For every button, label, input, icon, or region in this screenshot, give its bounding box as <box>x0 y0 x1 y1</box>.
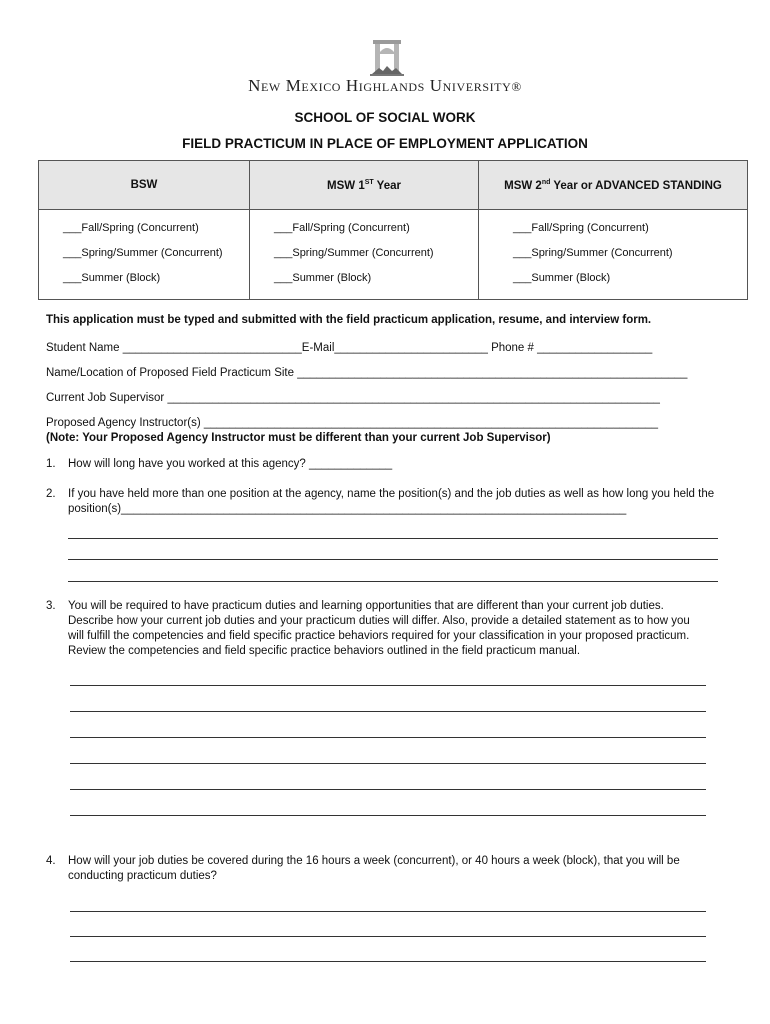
question-4 <box>46 854 726 884</box>
msw-second-year-options <box>479 210 748 300</box>
question-text[interactable]: If you have held more than one position at the agency, name the position(s) and the job duties as well as how long you held the position(s)_______________________________________________________________________________ <box>68 488 715 515</box>
answer-line[interactable] <box>70 711 706 712</box>
option-summer-block[interactable]: ___Summer (Block) <box>513 272 611 284</box>
job-supervisor-line[interactable]: Current Job Supervisor _____________________________________________________________________________ <box>46 392 660 404</box>
question-3 <box>46 599 726 659</box>
submission-instructions: This application must be typed and submitted with the field practicum application, resume, and interview form. <box>46 314 652 326</box>
answer-line[interactable] <box>70 961 706 962</box>
form-title: FIELD PRACTICUM IN PLACE OF EMPLOYMENT APPLICATION <box>182 136 588 151</box>
answer-line[interactable] <box>70 737 706 738</box>
question-number: 4. <box>46 855 56 867</box>
column-header-msw-first-year: MSW 1ST Year <box>250 161 479 210</box>
answer-line[interactable] <box>70 685 706 686</box>
column-header-msw-second-year: MSW 2nd Year or ADVANCED STANDING <box>479 161 748 210</box>
university-name: New Mexico Highlands University® <box>248 76 522 95</box>
student-info-line[interactable]: Student Name ____________________________E-Mail________________________ Phone # __________________ <box>46 342 653 354</box>
program-selection-table <box>38 160 748 300</box>
bsw-options <box>39 210 250 300</box>
option-summer-block[interactable]: ___Summer (Block) <box>274 272 372 284</box>
column-header-bsw: BSW <box>39 161 250 210</box>
bell-tower-icon <box>370 40 404 78</box>
question-text: You will be required to have practicum duties and learning opportunities that are different than your current job duties. Describe how your current job duties and your practicum duties will differ. Also, provide a detailed statement as to how you will fulfill the competencies and field specific practice behaviors required for your classification in your proposed practicum. Review the competencies and field specific practice behaviors outlined in the field practicum manual. <box>68 600 690 657</box>
school-heading: SCHOOL OF SOCIAL WORK <box>294 110 476 125</box>
question-text[interactable]: How will long have you worked at this agency? _____________ <box>68 458 393 470</box>
option-fall-spring[interactable]: ___Fall/Spring (Concurrent) <box>513 222 649 234</box>
answer-line[interactable] <box>68 538 718 539</box>
question-number: 1. <box>46 458 56 470</box>
practicum-site-line[interactable]: Name/Location of Proposed Field Practicum Site _____________________________________________________________ <box>46 367 688 379</box>
answer-line[interactable] <box>68 559 718 560</box>
answer-line[interactable] <box>68 581 718 582</box>
answer-line[interactable] <box>70 911 706 912</box>
question-1 <box>46 457 726 472</box>
question-number: 2. <box>46 488 56 500</box>
instructor-note: (Note: Your Proposed Agency Instructor must be different than your current Job Supervisor) <box>46 432 551 444</box>
option-spring-summer[interactable]: ___Spring/Summer (Concurrent) <box>513 247 673 259</box>
option-spring-summer[interactable]: ___Spring/Summer (Concurrent) <box>63 247 223 259</box>
option-fall-spring[interactable]: ___Fall/Spring (Concurrent) <box>63 222 199 234</box>
option-fall-spring[interactable]: ___Fall/Spring (Concurrent) <box>274 222 410 234</box>
question-number: 3. <box>46 600 56 612</box>
option-summer-block[interactable]: ___Summer (Block) <box>63 272 161 284</box>
option-spring-summer[interactable]: ___Spring/Summer (Concurrent) <box>274 247 434 259</box>
answer-line[interactable] <box>70 936 706 937</box>
question-2 <box>46 487 718 517</box>
msw-first-year-options <box>250 210 479 300</box>
answer-line[interactable] <box>70 789 706 790</box>
answer-line[interactable] <box>70 763 706 764</box>
question-text: How will your job duties be covered during the 16 hours a week (concurrent), or 40 hours a week (block), that you will be conducting practicum duties? <box>68 855 680 882</box>
answer-line[interactable] <box>70 815 706 816</box>
agency-instructor-line[interactable]: Proposed Agency Instructor(s) _______________________________________________________________________ <box>46 417 658 429</box>
